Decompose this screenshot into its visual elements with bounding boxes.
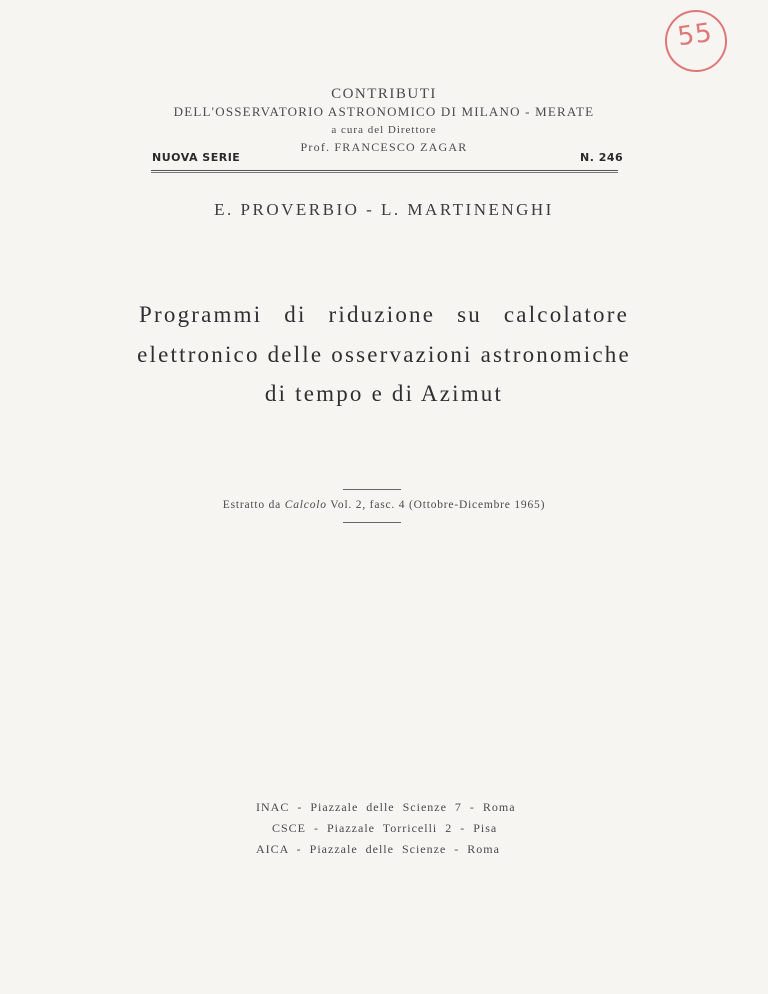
editor-note: a cura del Direttore — [331, 124, 437, 136]
extract-prefix: Estratto da — [222, 499, 282, 511]
journal-name: Calcolo — [284, 499, 327, 511]
extract-rule-top — [343, 489, 401, 490]
series-label: NUOVA SERIE — [152, 151, 241, 164]
series-number: N. 246 — [580, 151, 624, 164]
stamp-text: 55 — [675, 17, 715, 53]
series-title: CONTRIBUTI — [331, 86, 437, 102]
extract-suffix: Vol. 2, fasc. 4 (Ottobre-Dicembre 1965) — [330, 499, 546, 511]
institution-name: DELL'OSSERVATORIO ASTRONOMICO DI MILANO - MERATE — [173, 104, 595, 119]
address-line: INAC - Piazzale delle Scienze 7 - Roma — [256, 800, 516, 814]
title-line-1: Programmi di riduzione su calcolatore — [139, 302, 629, 327]
extract-citation — [0, 499, 768, 511]
authors: E. PROVERBIO - L. MARTINENGHI — [214, 200, 554, 219]
handwritten-number-stamp — [661, 6, 731, 76]
address-line: AICA - Piazzale delle Scienze - Roma — [256, 842, 500, 856]
address-line: CSCE - Piazzale Torricelli 2 - Pisa — [272, 821, 498, 835]
header-divider — [151, 170, 618, 173]
director-name: Prof. FRANCESCO ZAGAR — [300, 140, 468, 154]
title-line-3: di tempo e di Azimut — [264, 381, 504, 406]
title-line-2: elettronico delle osservazioni astronomiche — [137, 342, 631, 367]
extract-rule-bottom — [343, 522, 401, 523]
